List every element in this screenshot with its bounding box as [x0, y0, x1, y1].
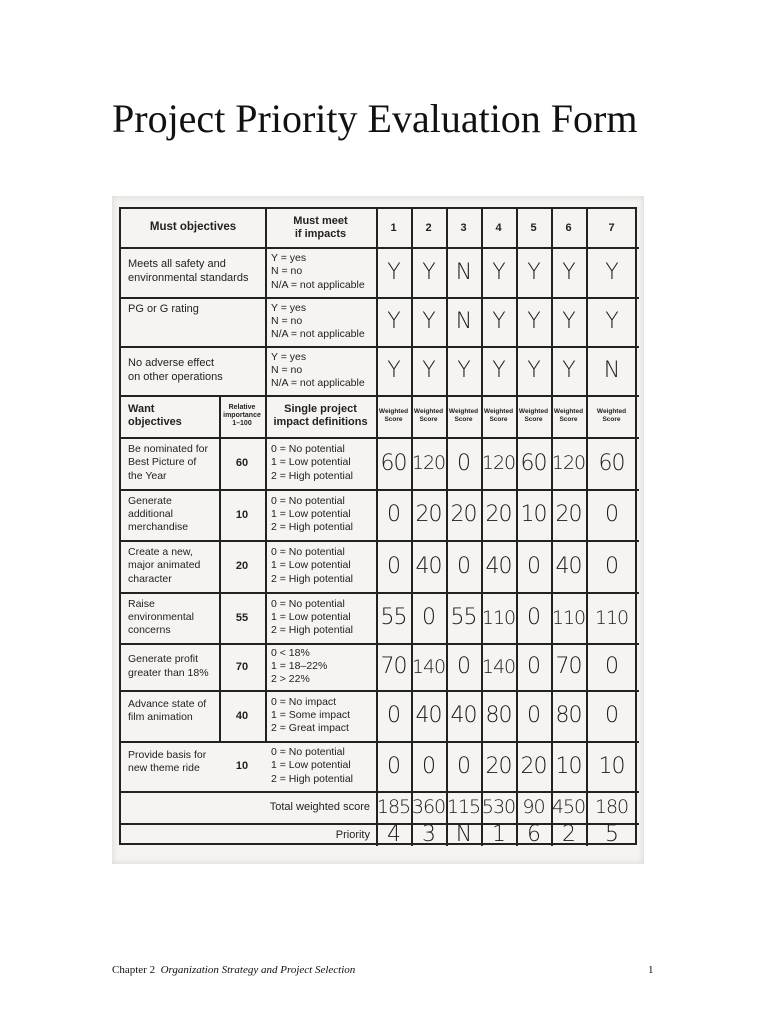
impact-definitions: 0 = No potential 1 = Low potential 2 = High potential — [271, 546, 354, 585]
handwritten-mark: Y — [422, 358, 435, 383]
handwritten-score: 0 — [605, 654, 618, 679]
impact-definitions: 0 = No potential 1 = Low potential 2 = High potential — [271, 494, 354, 534]
must-objectives-header: Must objectives — [149, 221, 237, 234]
handwritten-priority: 2 — [562, 823, 575, 846]
handwritten-total: 450 — [551, 796, 586, 818]
handwritten-total: 530 — [481, 796, 516, 818]
handwritten-mark: N — [455, 259, 472, 285]
handwritten-score: 0 — [605, 502, 618, 527]
handwritten-score: 0 — [527, 553, 540, 579]
evaluation-form-table — [119, 207, 637, 845]
handwritten-priority: 3 — [422, 823, 435, 846]
handwritten-mark: Y — [527, 358, 540, 383]
footer-chapter — [112, 964, 355, 976]
handwritten-score: 0 — [422, 753, 435, 779]
want-objective: Advance state of film animation — [128, 698, 207, 724]
handwritten-score: 0 — [387, 553, 400, 579]
handwritten-score: 120 — [551, 452, 586, 474]
must-definitions: Y = yes N = no N/A = not applicable — [271, 350, 365, 390]
handwritten-priority: 1 — [492, 823, 505, 846]
handwritten-score: 55 — [380, 605, 407, 630]
handwritten-score: 55 — [450, 605, 477, 630]
handwritten-mark: Y — [387, 259, 400, 285]
project-number-header: 3 — [460, 222, 467, 234]
grid-line — [551, 823, 553, 846]
handwritten-mark: Y — [562, 259, 575, 285]
handwritten-mark: Y — [492, 309, 505, 334]
footer-chapter-number: Chapter 2 — [112, 964, 156, 976]
handwritten-score: 40 — [485, 553, 512, 579]
handwritten-score: 40 — [415, 553, 442, 579]
grid-line — [376, 823, 378, 846]
handwritten-total: 185 — [376, 796, 411, 818]
project-number-header: 2 — [425, 222, 432, 234]
weighted-score-header: Weighted Score — [518, 407, 549, 423]
handwritten-score: 0 — [422, 605, 435, 630]
weighted-score-header: Weighted Score — [378, 407, 409, 423]
handwritten-score: 80 — [555, 703, 582, 728]
must-objective: Meets all safety and environmental standards — [128, 258, 249, 284]
relative-importance-value: 10 — [235, 508, 249, 521]
handwritten-score: 0 — [387, 753, 400, 779]
must-definitions: Y = yes N = no N/A = not applicable — [271, 301, 365, 341]
want-objective: Raise environmental concerns — [128, 597, 194, 637]
handwritten-score: 80 — [485, 703, 512, 728]
grid-line — [586, 823, 588, 846]
handwritten-score: 0 — [457, 450, 470, 476]
handwritten-score: 0 — [605, 553, 618, 579]
must-objective: PG or G rating — [128, 303, 199, 315]
handwritten-mark: Y — [492, 358, 505, 383]
handwritten-score: 70 — [380, 654, 407, 679]
handwritten-mark: Y — [562, 358, 575, 383]
want-objective: Create a new, major animated character — [128, 546, 201, 585]
relative-importance-value: 20 — [235, 560, 249, 572]
impact-definitions: 0 = No potential 1 = Low potential 2 = High potential — [271, 443, 354, 482]
handwritten-mark: Y — [605, 309, 618, 334]
handwritten-score: 20 — [485, 753, 512, 779]
relative-importance-header: Relative importance 1–100 — [223, 403, 261, 428]
grid-line — [481, 823, 483, 846]
weighted-score-header: Weighted Score — [483, 407, 514, 423]
handwritten-total: 115 — [446, 796, 481, 818]
handwritten-score: 20 — [520, 753, 547, 779]
project-number-header: 5 — [530, 222, 537, 234]
impact-definitions: 0 < 18% 1 = 18–22% 2 > 22% — [271, 646, 328, 686]
handwritten-total: 360 — [411, 796, 446, 818]
handwritten-score: 120 — [411, 452, 446, 474]
footer-chapter-title: Organization Strategy and Project Selection — [160, 964, 356, 976]
handwritten-mark: Y — [387, 309, 400, 334]
want-objective: Generate profit greater than 18% — [128, 653, 209, 679]
handwritten-score: 40 — [450, 703, 477, 728]
handwritten-score: 0 — [527, 654, 540, 679]
handwritten-mark: N — [603, 358, 620, 383]
must-meet-header: Must meet if impacts — [293, 215, 348, 240]
handwritten-score: 0 — [457, 753, 470, 779]
handwritten-score: 10 — [598, 753, 625, 779]
handwritten-priority: N — [455, 823, 472, 846]
relative-importance-value: 60 — [235, 457, 249, 469]
handwritten-score: 40 — [555, 553, 582, 579]
handwritten-score: 60 — [380, 450, 407, 476]
handwritten-mark: Y — [605, 259, 618, 285]
handwritten-score: 0 — [457, 553, 470, 579]
handwritten-priority: 6 — [527, 823, 540, 846]
handwritten-score: 60 — [520, 450, 547, 476]
handwritten-total: 180 — [594, 796, 629, 818]
handwritten-priority: 5 — [605, 823, 618, 846]
relative-importance-value: 70 — [235, 660, 249, 673]
handwritten-score: 110 — [481, 606, 516, 629]
handwritten-score: 110 — [551, 606, 586, 629]
handwritten-priority: 4 — [387, 823, 400, 846]
handwritten-score: 10 — [555, 753, 582, 779]
handwritten-mark: Y — [527, 309, 540, 334]
impact-definitions: 0 = No potential 1 = Low potential 2 = High potential — [271, 597, 354, 637]
handwritten-score: 110 — [594, 606, 629, 629]
handwritten-mark: Y — [387, 358, 400, 383]
want-objective: Generate additional merchandise — [128, 494, 189, 534]
impact-definitions: 0 = No impact 1 = Some impact 2 = Great impact — [271, 695, 351, 735]
handwritten-score: 40 — [415, 703, 442, 728]
weighted-score-header: Weighted Score — [413, 407, 444, 423]
handwritten-score: 20 — [415, 502, 442, 527]
page-title: Project Priority Evaluation Form — [112, 96, 638, 141]
handwritten-score: 120 — [481, 452, 516, 474]
handwritten-score: 0 — [387, 502, 400, 527]
total-weighted-score-label: Total weighted score — [269, 801, 370, 813]
handwritten-mark: Y — [422, 309, 435, 334]
weighted-score-header: Weighted Score — [553, 407, 584, 423]
handwritten-mark: Y — [527, 259, 540, 285]
single-project-header: Single project impact definitions — [273, 403, 368, 428]
handwritten-score: 70 — [555, 654, 582, 679]
handwritten-score: 20 — [555, 502, 582, 527]
impact-definitions: 0 = No potential 1 = Low potential 2 = High potential — [271, 746, 354, 785]
relative-importance-value: 40 — [235, 709, 249, 722]
handwritten-total: 90 — [522, 796, 545, 818]
grid-line — [516, 823, 518, 846]
relative-importance-value: 10 — [235, 760, 249, 772]
handwritten-mark: Y — [492, 259, 505, 285]
handwritten-score: 20 — [485, 502, 512, 527]
handwritten-score: 140 — [481, 655, 516, 678]
handwritten-score: 10 — [520, 502, 547, 527]
weighted-score-header: Weighted Score — [448, 407, 479, 423]
page-number: 1 — [648, 964, 654, 976]
project-number-header: 4 — [495, 222, 502, 234]
handwritten-score: 60 — [598, 450, 625, 476]
handwritten-score: 0 — [457, 654, 470, 679]
want-objectives-header: Want objectives — [128, 403, 182, 428]
handwritten-score: 0 — [527, 605, 540, 630]
handwritten-mark: N — [455, 309, 472, 334]
grid-line — [411, 823, 413, 846]
priority-label: Priority — [335, 828, 370, 841]
handwritten-score: 140 — [411, 655, 446, 678]
want-objective: Provide basis for new theme ride — [128, 749, 207, 775]
must-definitions: Y = yes N = no N/A = not applicable — [271, 252, 365, 291]
project-number-header: 6 — [565, 222, 572, 234]
weighted-score-header: Weighted Score — [596, 407, 627, 423]
handwritten-score: 0 — [605, 703, 618, 728]
handwritten-mark: Y — [562, 309, 575, 334]
project-number-header: 1 — [390, 222, 397, 234]
handwritten-mark: Y — [422, 259, 435, 285]
grid-line — [446, 823, 448, 846]
grid-line — [121, 741, 639, 743]
must-objective: No adverse effect on other operations — [128, 356, 223, 383]
handwritten-mark: Y — [457, 358, 470, 383]
want-objective: Be nominated for Best Picture of the Year — [128, 443, 208, 482]
handwritten-score: 0 — [527, 703, 540, 728]
handwritten-score: 0 — [387, 703, 400, 728]
relative-importance-value: 55 — [235, 611, 249, 624]
project-number-header: 7 — [608, 222, 615, 234]
handwritten-score: 20 — [450, 502, 477, 527]
